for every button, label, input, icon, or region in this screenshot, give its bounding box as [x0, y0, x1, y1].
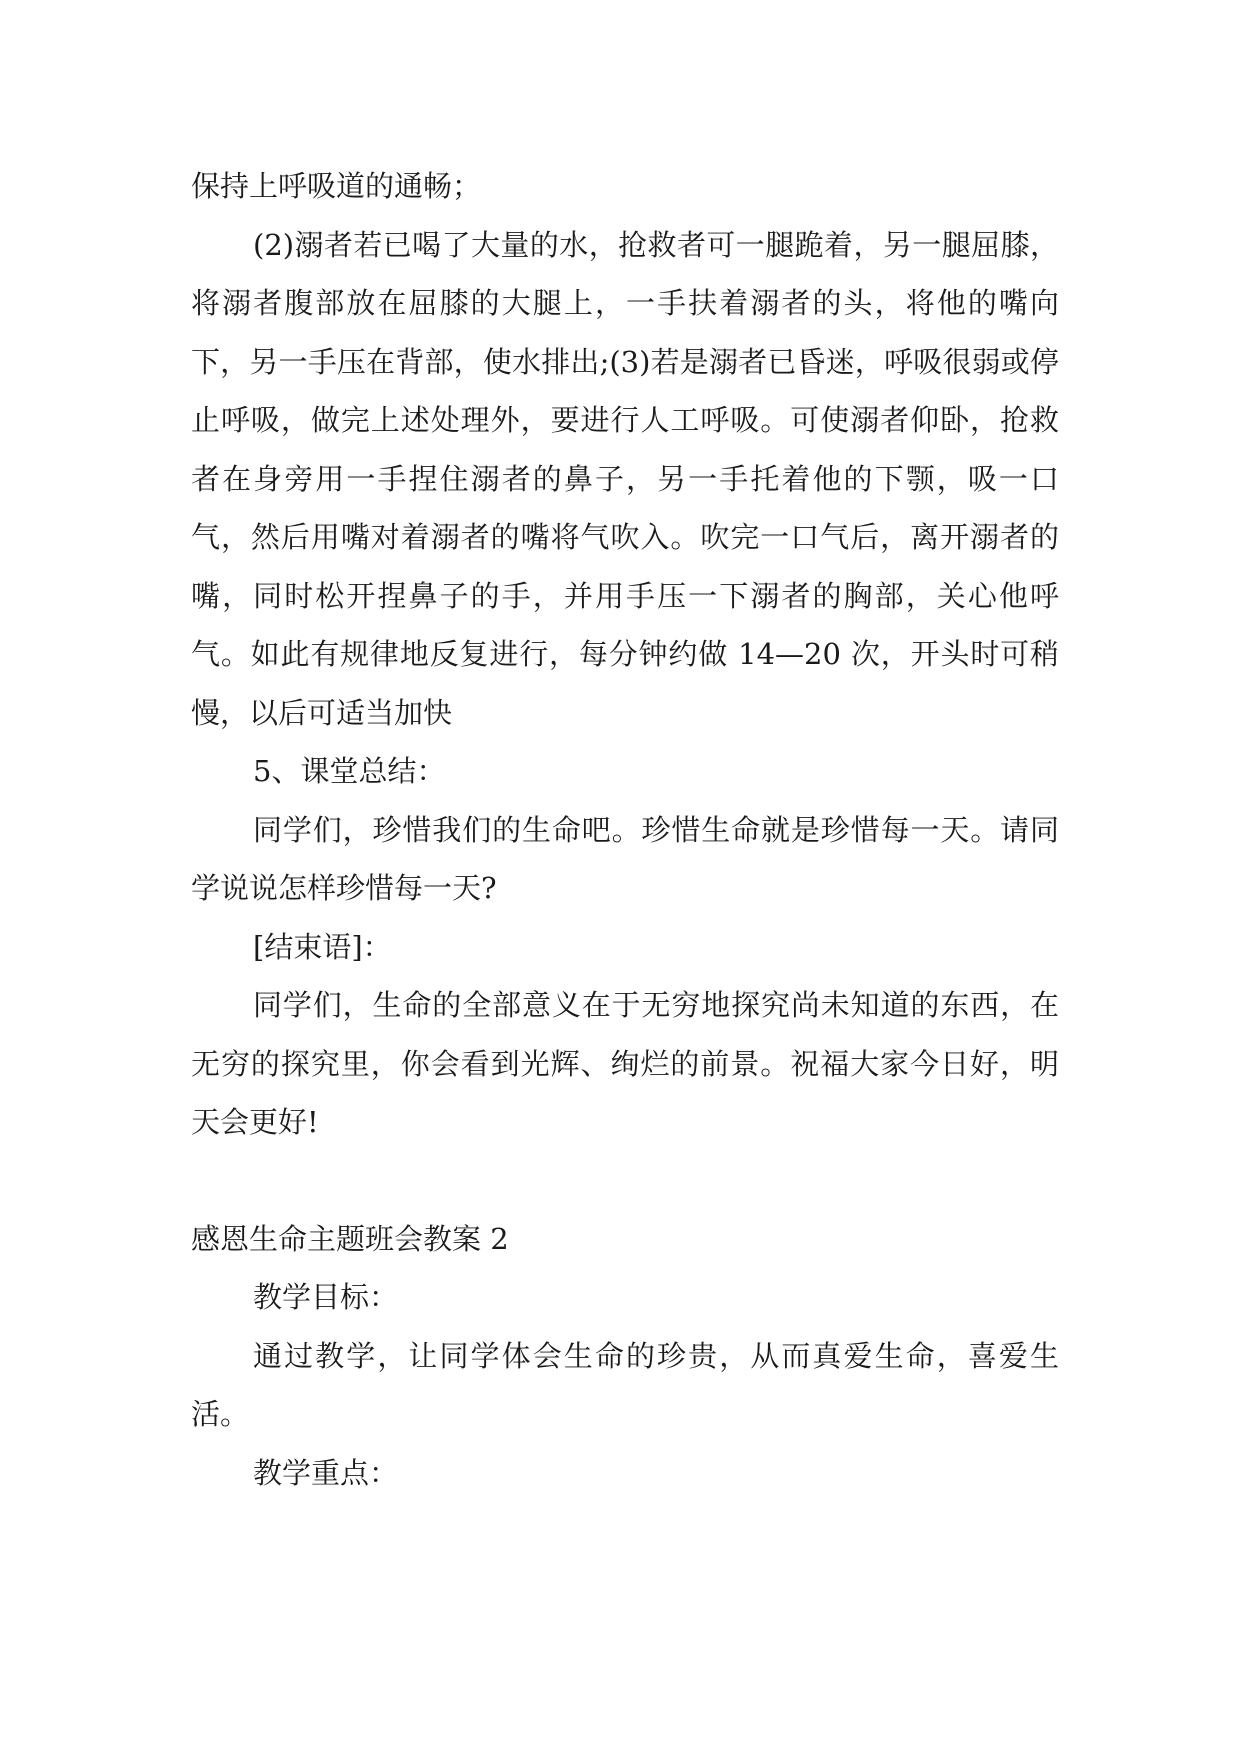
paragraph: (2)溺者若已喝了大量的水，抢救者可一腿跪着，另一腿屈膝，将溺者腹部放在屈膝的大腿上，一手扶着溺者的头，将他的嘴向下，另一手压在背部，使水排出;(3)若是溺者已昏迷，呼吸很弱或停止呼吸，做完上述处理外，要进行人工呼吸。可使溺者仰卧，抢救者在身旁用一手捏住溺者的鼻子，另一手托着他的下颚，吸一口气，然后用嘴对着溺者的嘴将气吹入。吹完一口气后，离开溺者的嘴，同时松开捏鼻子的手，并用手压一下溺者的胸部，关心他呼气。如此有规律地反复进行，每分钟约做 14—20 次，开头时可稍慢，以后可适当加快 [191, 227, 1059, 730]
paragraph: 教学重点： [253, 1455, 399, 1490]
paragraph: 5、课堂总结： [253, 754, 446, 788]
paragraph: 保持上呼吸道的通畅； [191, 169, 482, 203]
paragraph: [结束语]： [253, 929, 392, 964]
paragraph: 同学们，珍惜我们的生命吧。珍惜生命就是珍惜每一天。请同学说说怎样珍惜每一天? [191, 812, 1059, 905]
document-body [191, 157, 1059, 1502]
paragraph: 教学目标： [253, 1280, 399, 1314]
section-title: 感恩生命主题班会教案 2 [191, 1221, 509, 1256]
paragraph: 通过教学，让同学体会生命的珍贵，从而真爱生命，喜爱生活。 [191, 1338, 1059, 1431]
section-spacer [191, 1152, 1059, 1210]
paragraph: 同学们，生命的全部意义在于无穷地探究尚未知道的东西，在无穷的探究里，你会看到光辉、绚烂的前景。祝福大家今日好，明天会更好! [191, 988, 1059, 1139]
